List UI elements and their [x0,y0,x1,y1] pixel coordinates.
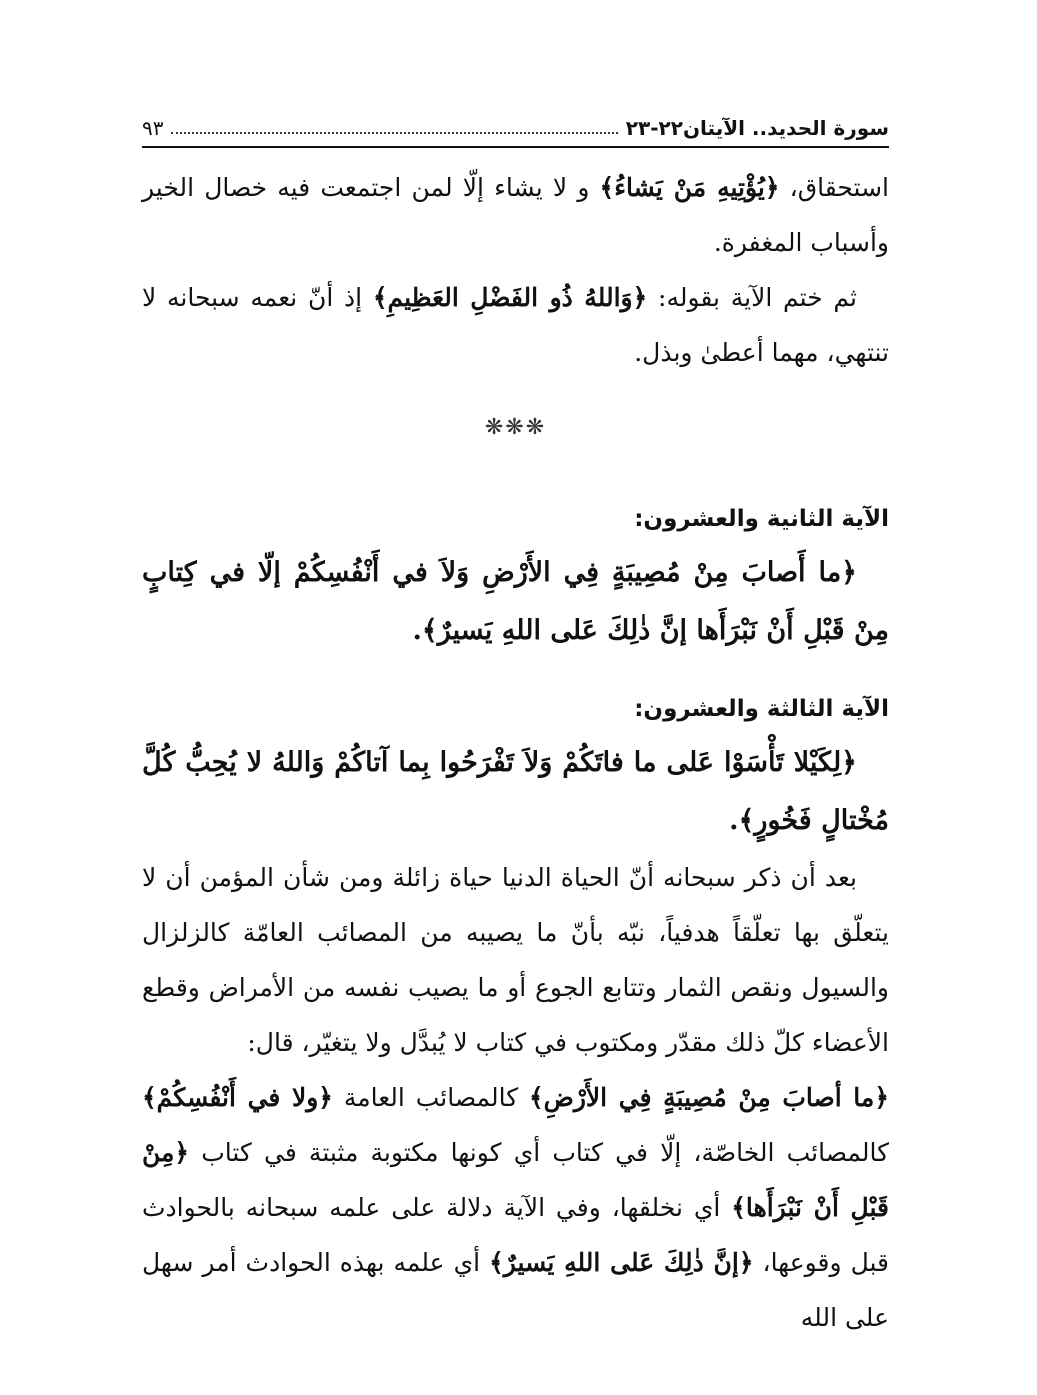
quran-quote: ﴿إنَّ ذٰلِكَ عَلى اللهِ يَسيرٌ﴾ [489,1248,754,1277]
page-number: ٩٣ [142,116,164,140]
commentary-paragraph-1: بعد أن ذكر سبحانه أنّ الحياة الدنيا حياة زائلة ومن شأن المؤمن أن لا يتعلّق بها تعلّقاً هدفياً، نبّه بأنّ ما يصيبه من المصائب العامّة كالزلزال والسيول ونقص الثمار وتتابع الجوع أو ما يصيب نفسه من الأمراض وقطع الأعضاء كلّ ذلك مقدّر ومكتوب في كتاب لا يُبدَّل ولا يتغيّر، قال: [142,863,889,1057]
quran-quote: ﴿ولا في أَنْفُسِكُمْ﴾ [142,1083,333,1112]
intro-paragraph-2 [142,270,889,380]
quran-quote: ﴿مِنْ قَبْلِ أَنْ نَبْرَأَها﴾ [142,1138,889,1222]
commentary-text: أي نخلقها، وفي الآية دلالة على علمه سبحانه بالحوادث قبل وقوعها، [142,1193,890,1277]
quran-quote: ﴿يُؤْتِيهِ مَنْ يَشاءُ﴾ [599,173,780,202]
intro-text: و لا يشاء إلّا لمن اجتمعت فيه خصال الخير وأسباب المغفرة. [142,173,889,257]
spacer [142,660,889,684]
verse-23-text: ﴿لِكَيْلا تَأْسَوْا عَلى ما فاتَكُمْ وَلاَ تَفْرَحُوا بِما آتاكُمْ وَاللهُ لا يُحِبُّ كُلَّ مُخْتالٍ فَخُورٍ﴾. [142,747,889,836]
commentary-text: أي علمه بهذه الحوادث أمر سهل على الله [142,1248,889,1332]
quran-quote: ﴿ما أصابَ مِنْ مُصِيبَةٍ فِي الأَرْضِ﴾ [528,1083,889,1112]
commentary-text: كالمصائب العامة [332,1083,529,1112]
commentary-text: كالمصائب الخاصّة، إلّا في كتاب أي كونها مكتوبة مثبتة في كتاب [189,1138,889,1167]
header-divider [142,146,889,148]
verse-23-heading: الآية الثالثة والعشرون: [634,696,889,722]
intro-text: إذ أنّ نعمه سبحانه لا تنتهي، مهما أعطىٰ وبذل. [142,283,889,367]
header-leader-dots [171,131,617,134]
commentary-paragraph-2 [142,1070,889,1345]
intro-text: ثم ختم الآية بقوله: [647,283,857,312]
section-separator: ❋❋❋ [484,415,547,440]
intro-paragraph-1 [142,160,889,270]
header-title: سورة الحديد.. الآيتان٢٢-٢٣ [625,116,889,140]
page-body [142,160,889,1345]
verse-22-text: ﴿ما أَصابَ مِنْ مُصِيبَةٍ فِي الأَرْضِ وَلاَ في أَنْفُسِكُمْ إلّا في كِتابٍ مِنْ قَبْلِ أَنْ نَبْرَأَها إنَّ ذٰلِكَ عَلى اللهِ يَسيرٌ﴾. [142,557,889,646]
quran-quote: ﴿وَاللهُ ذُو الفَضْلِ العَظِيمِ﴾ [372,283,648,312]
verse-22-heading: الآية الثانية والعشرون: [634,506,889,532]
running-header [142,100,889,140]
intro-text: استحقاق، [779,173,889,202]
